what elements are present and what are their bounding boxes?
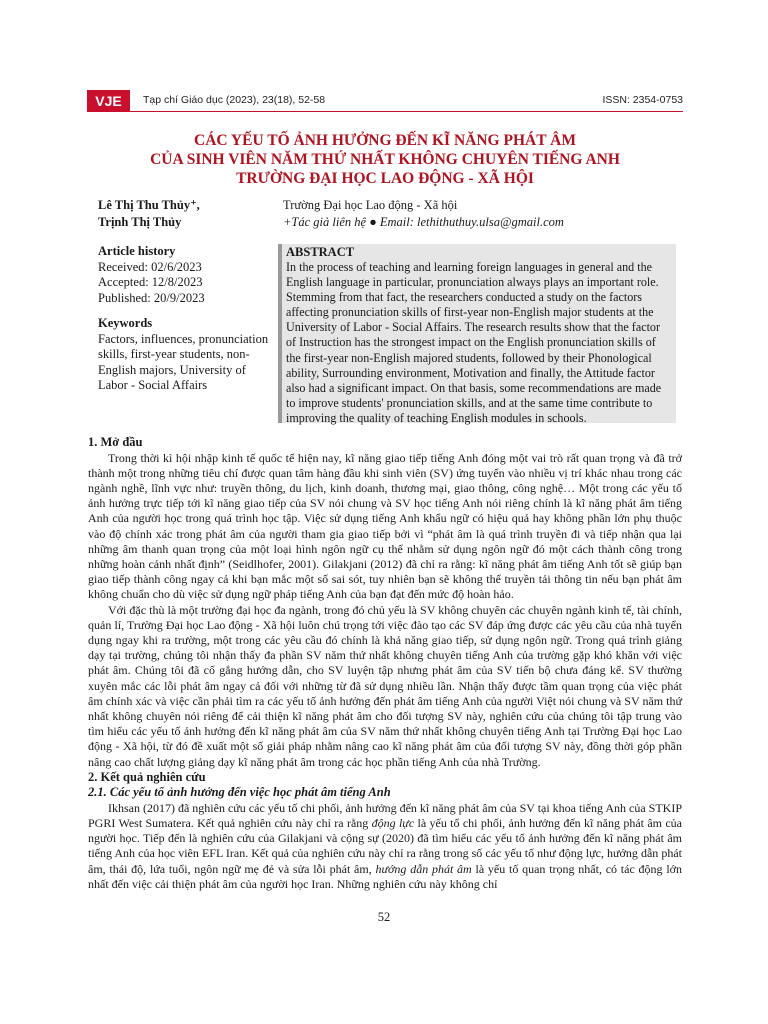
journal-logo-badge: VJE [87,90,130,112]
affiliation-name: Trường Đại học Lao động - Xã hội [283,198,458,212]
keywords-heading: Keywords [98,316,153,330]
article-history [98,244,270,306]
author-list [98,197,268,231]
section-1-heading: 1. Mở đầu [88,435,143,449]
author-1: Lê Thị Thu Thủy⁺, [98,198,200,212]
paragraph-3-part-a: Ikhsan (2017) đã nghiên cứu các yếu tố chi phối, ảnh hưởng đến kĩ năng phát âm của SV tại khoa tiếng Anh của STKIP PGRI West Sumatera. Kết quả nghiên cứu này chỉ ra rằng [88,800,683,830]
title-line-3: TRƯỜNG ĐẠI HỌC LAO ĐỘNG - XÃ HỘI [236,170,534,187]
abstract-text: In the process of teaching and learning foreign languages in general and the English language in particular, pronunciation always plays an important role. Stemming from that fact, the researchers conducted a study on the factors affecting pronunciation skills of first-year non-English major students at the University of Labor - Social Affairs. The research results show that the factor of Instruction has the strongest impact on the English pronunciation skills of the first-year non-English majored students, followed by their Phonological ability, Surrounding environment, Motivation and finally, the Attitude factor also had a significant impact. On that basis, some recommendations are made to improve students' pronunciation skills, and at the same time contribute to improving the quality of teaching English modules in schools. [286,260,662,425]
corresponding-contact: +Tác giả liên hệ ● Email: lethithuthuy.ulsa@gmail.com [283,215,564,229]
title-line-2: CỦA SINH VIÊN NĂM THỨ NHẤT KHÔNG CHUYÊN TIẾNG ANH [150,151,620,168]
published-date: Published: 20/9/2023 [98,290,205,305]
accepted-date: Accepted: 12/8/2023 [98,275,203,289]
subsection-2-1-heading: 2.1. Các yếu tố ảnh hưởng đến việc học phát âm tiếng Anh [88,785,391,800]
paragraph-3-emphasis-1: động lực [371,815,415,830]
journal-issn: ISSN: 2354-0753 [602,94,683,106]
abstract-box [278,244,676,423]
title-line-1: CÁC YẾU TỐ ẢNH HƯỞNG ĐẾN KĨ NĂNG PHÁT ÂM [194,132,576,149]
section-2-heading: 2. Kết quả nghiên cứu [88,769,206,784]
article-body [88,435,682,892]
author-affiliation [283,197,683,231]
keywords-text: Factors, influences, pronunciation skills, first-year students, non-English majors, University of Labor - Social Affairs [98,331,269,392]
journal-citation: Tạp chí Giáo dục (2023), 23(18), 52-58 [143,94,326,106]
received-date: Received: 02/6/2023 [98,259,202,274]
article-sidebar [98,244,270,394]
paragraph-3-part-c: là yếu tố quan trọng nhất, có tác động lớn nhất đến việc cải thiện phát âm của người học Iran. Những nghiên cứu này không chỉ [88,861,682,891]
keywords [98,316,270,394]
paragraph-3 [88,801,682,892]
abstract-heading: ABSTRACT [286,245,355,259]
header-rule [130,111,683,112]
author-2: Trịnh Thị Thủy [98,215,182,229]
article-history-heading: Article history [98,244,176,258]
paragraph-3-part-b: là yếu tố chi phối, ảnh hưởng đến kĩ năng phát âm của người học. Tiếp đến là nghiên cứu của Gilakjani và cộng sự (2020) đã tìm hiểu các yếu tố ảnh hưởng đến kĩ năng phát âm tiếng Anh của học viên EFL Iran. Kết quả của nghiên cứu này chỉ ra rằng trong số các yếu tố như động lực, hướng dẫn phát âm, thái độ, lứa tuổi, ngôn ngữ mẹ đẻ và sửa lỗi phát âm, [88,815,682,876]
paragraph-1: Trong thời kì hội nhập kinh tế quốc tế hiện nay, kĩ năng giao tiếp tiếng Anh đóng một vai trò rất quan trọng và đã trở thành một trong những tiêu chí được quan tâm hàng đầu khi sinh viên (SV) ứng tuyển vào nhiều vị trí khác nhau trong các ngành nghề, lĩnh vực như: truyền thông, du lịch, kinh doanh, thương mại, giao thông, công nghệ… Một trong các yếu tố ảnh hưởng trực tiếp tới kĩ năng giao tiếp của SV nói chung và SV học tiếng Anh nói riêng chính là kĩ năng phát âm tiếng Anh của người học trong quá trình học tập. Việc sử dụng tiếng Anh khẩu ngữ có hiệu quả hay không phần lớn phụ thuộc vào độ chính xác trong phát âm của người tham gia giao tiếp bởi vì “phát âm là quá trình truyền đi và tiếp nhận qua lại những âm thanh quan trọng của một loại hình ngôn ngữ cụ thể nhằm sử dụng ngôn ngữ đó một cách thành công trong những hoàn cảnh nhất định” (Seidlhofer, 2001). Gilakjani (2012) đã chỉ ra rằng: kĩ năng phát âm tiếng Anh tốt sẽ giúp bạn giao tiếp thành công ngay cả khi bạn mắc một số sai sót, tuy nhiên bạn sẽ không thể truyền tải thông tin nếu bạn phát âm không chuẩn cho dù việc sử dụng ngữ pháp tiếng Anh của bạn đạt đến mức độ hoàn hảo. [88,450,682,602]
journal-header [87,90,683,112]
paragraph-3-emphasis-2: hướng dẫn phát âm [375,861,472,876]
paragraph-2: Với đặc thù là một trường đại học đa ngành, trong đó chủ yếu là SV không chuyên các chuyên ngành kinh tế, tài chính, quản lí, Trường Đại học Lao động - Xã hội luôn chú trọng tới việc đào tạo các SV đáp ứng được các yêu cầu của nhà tuyển dụng ngay khi ra trường, một trong các yêu cầu đó chính là khả năng giao tiếp, sử dụng ngôn ngữ. Trong quá trình giảng dạy tại trường, chúng tôi nhận thấy đa phần SV năm thứ nhất không chuyên tiếng Anh của trường gặp khó khăn với việc phát âm. Chúng tôi đã cố gắng hướng dẫn, cho SV luyện tập nhưng phát âm của SV tiến bộ chưa đáng kể. SV thường xuyên mắc các lỗi phát âm ngay cả đối với những từ đã sử dụng nhiều lần. Nhận thấy được tầm quan trọng của việc phát âm chính xác và việc cần phải tìm ra các yếu tố ảnh hưởng đến phát âm tiếng Anh của người Việt nói chung và SV năm thứ nhất không chuyên nói riêng để cải thiện kĩ năng phát âm cho đối tượng SV này, nghiên cứu của chúng tôi tập trung vào tìm hiểu các yếu tố ảnh hưởng đến kĩ năng phát âm của SV năm thứ nhất không chuyên tiếng Anh tại Trường Đại học Lao động - Xã hội, từ đó đề xuất một số giải pháp nhằm nâng cao kĩ năng phát âm của đối tượng SV này, đồng thời góp phần nâng cao chất lượng giảng dạy kĩ năng phát âm trong các học phần tiếng Anh của nhà Trường. [88,602,682,769]
page-number: 52 [377,910,391,924]
article-title [90,131,680,188]
